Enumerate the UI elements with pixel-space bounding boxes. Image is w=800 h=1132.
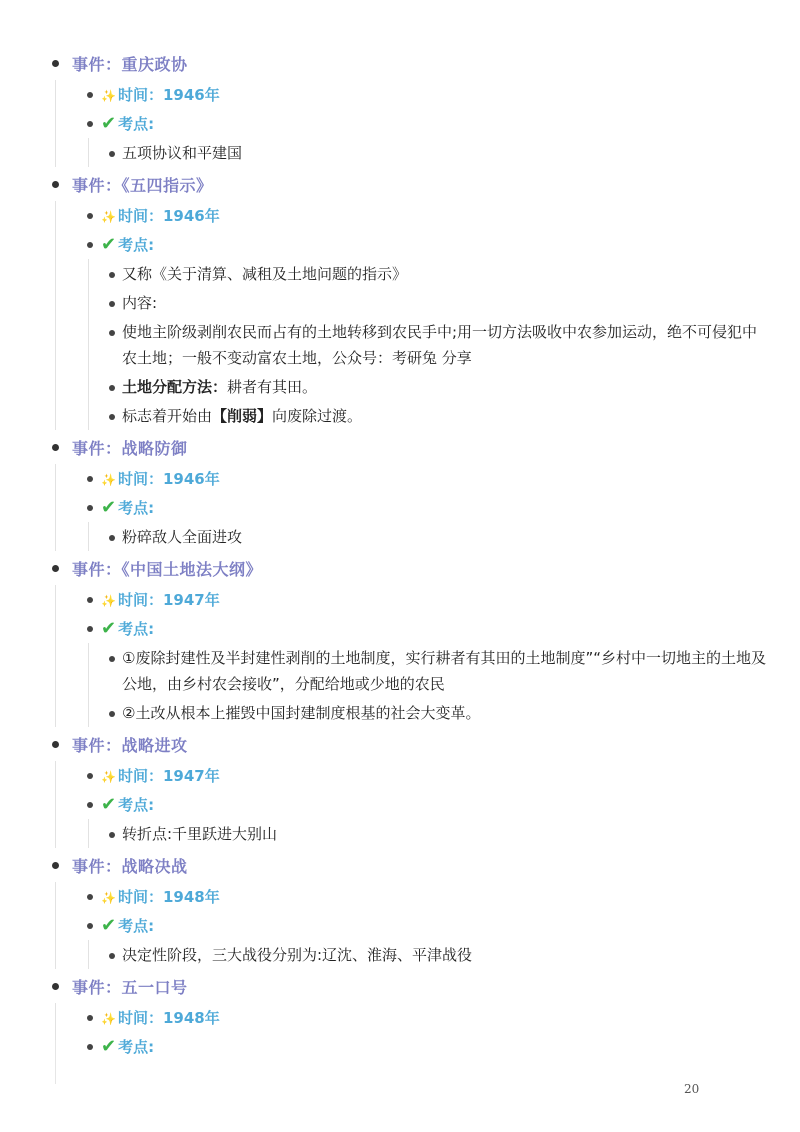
bullet-icon [87, 213, 93, 219]
point-bold-text: 土地分配方法： [122, 378, 228, 396]
point-text: ①废除封建性及半封建性剥削的土地制度，实行耕者有其田的土地制度”“乡村中一切地主的土地及公地，由乡村农会接收”，分配给地或少地的农民 [122, 649, 766, 693]
event-header [50, 551, 770, 585]
points-row [83, 911, 770, 940]
time-value: 1947年 [162, 767, 220, 785]
bullet-icon [87, 242, 93, 248]
bullet-icon [109, 656, 115, 662]
event-title [72, 733, 188, 756]
event-header [50, 167, 770, 201]
point-item [107, 317, 770, 372]
point-text: 标志着开始由 [122, 407, 213, 425]
point-item [107, 522, 770, 551]
event-title [72, 436, 188, 459]
points-label [101, 113, 154, 134]
checkmark-icon: ✔ [101, 1036, 117, 1057]
event-list [50, 46, 770, 1061]
event-item [50, 430, 770, 551]
sparkle-icon: ✨ [101, 891, 116, 905]
time-row [83, 1003, 770, 1032]
event-prefix: 事件： [72, 735, 122, 755]
points-label-text: 考点: [118, 917, 155, 935]
event-item [50, 551, 770, 727]
event-name: 《中国土地法大纲》 [121, 559, 263, 579]
bullet-icon [87, 894, 93, 900]
time-prefix: 时间： [117, 888, 163, 906]
point-text: 决定性阶段，三大战役分别为:辽沈、淮海、平津战役 [122, 946, 473, 964]
event-item [50, 969, 770, 1061]
event-item [50, 848, 770, 969]
bullet-icon [109, 330, 115, 336]
page-number: 20 [684, 1082, 700, 1096]
points-row [83, 230, 770, 259]
point-text: 耕者有其田。 [227, 378, 318, 396]
event-item [50, 167, 770, 430]
time-value: 1948年 [162, 888, 220, 906]
time-label [101, 84, 220, 105]
points-label [101, 1036, 154, 1057]
time-prefix: 时间： [117, 591, 163, 609]
time-prefix: 时间： [117, 207, 163, 225]
point-item [107, 819, 770, 848]
time-label [101, 765, 220, 786]
points-label-text: 考点: [118, 499, 155, 517]
event-title [72, 854, 188, 877]
time-value: 1946年 [162, 207, 220, 225]
time-label [101, 1007, 220, 1028]
event-details [55, 201, 770, 430]
points-label [101, 497, 154, 518]
points-label-text: 考点: [118, 115, 155, 133]
sparkle-icon: ✨ [101, 210, 116, 224]
sparkle-icon: ✨ [101, 594, 116, 608]
event-details [55, 1003, 770, 1061]
event-prefix: 事件： [72, 438, 122, 458]
time-prefix: 时间： [117, 470, 163, 488]
points-list [88, 940, 770, 969]
checkmark-icon: ✔ [101, 794, 117, 815]
event-name: 战略进攻 [121, 735, 188, 755]
points-row [83, 790, 770, 819]
point-text: 转折点:千里跃进大别山 [122, 825, 278, 843]
event-name: 重庆政协 [121, 54, 188, 74]
point-item [107, 643, 770, 698]
bullet-icon [52, 60, 59, 67]
bullet-icon [52, 983, 59, 990]
event-header [50, 727, 770, 761]
points-label [101, 234, 154, 255]
bullet-icon [52, 741, 59, 748]
point-text: ②土改从根本上摧毁中国封建制度根基的社会大变革。 [122, 704, 481, 722]
event-header [50, 430, 770, 464]
points-label [101, 618, 154, 639]
bullet-icon [109, 151, 115, 157]
time-row [83, 80, 770, 109]
bullet-icon [52, 565, 59, 572]
points-label [101, 915, 154, 936]
time-value: 1948年 [162, 1009, 220, 1027]
points-list [88, 522, 770, 551]
event-name: 战略决战 [121, 856, 188, 876]
event-prefix: 事件： [72, 977, 122, 997]
points-label-text: 考点: [118, 620, 155, 638]
point-bold-text: 【削弱】 [212, 407, 273, 425]
bullet-icon [87, 121, 93, 127]
points-list [88, 643, 770, 727]
bullet-icon [87, 773, 93, 779]
points-label-text: 考点: [118, 1038, 155, 1056]
points-list [88, 819, 770, 848]
time-row [83, 585, 770, 614]
event-header [50, 46, 770, 80]
checkmark-icon: ✔ [101, 618, 117, 639]
points-label [101, 794, 154, 815]
bullet-icon [52, 444, 59, 451]
points-list [88, 138, 770, 167]
time-row [83, 464, 770, 493]
event-details [55, 464, 770, 551]
event-details [55, 761, 770, 848]
event-details [55, 882, 770, 969]
point-text: 又称《关于清算、减租及土地问题的指示》 [122, 265, 408, 283]
checkmark-icon: ✔ [101, 915, 117, 936]
sparkle-icon: ✨ [101, 89, 116, 103]
point-text: 粉碎敌人全面进攻 [122, 528, 243, 546]
point-item [107, 288, 770, 317]
sparkle-icon: ✨ [101, 473, 116, 487]
point-item [107, 940, 770, 969]
bullet-icon [109, 385, 115, 391]
event-header [50, 848, 770, 882]
point-item [107, 372, 770, 401]
points-row [83, 493, 770, 522]
points-list [88, 259, 770, 430]
bullet-icon [87, 1044, 93, 1050]
time-value: 1946年 [162, 470, 220, 488]
point-item [107, 401, 770, 430]
point-text: 内容: [122, 294, 158, 312]
event-prefix: 事件： [72, 175, 122, 195]
time-label [101, 589, 220, 610]
points-label-text: 考点: [118, 796, 155, 814]
event-name: 战略防御 [121, 438, 188, 458]
sparkle-icon: ✨ [101, 1012, 116, 1026]
points-row [83, 109, 770, 138]
time-value: 1947年 [162, 591, 220, 609]
bullet-icon [87, 626, 93, 632]
point-item [107, 259, 770, 288]
event-item [50, 727, 770, 848]
outline-guide-line [55, 1040, 56, 1084]
time-row [83, 761, 770, 790]
event-prefix: 事件： [72, 559, 122, 579]
points-row [83, 614, 770, 643]
bullet-icon [109, 535, 115, 541]
event-prefix: 事件： [72, 54, 122, 74]
time-label [101, 205, 220, 226]
time-row [83, 882, 770, 911]
event-details [55, 585, 770, 727]
bullet-icon [87, 476, 93, 482]
checkmark-icon: ✔ [101, 497, 117, 518]
bullet-icon [109, 414, 115, 420]
event-title [72, 173, 213, 196]
event-prefix: 事件： [72, 856, 122, 876]
time-label [101, 886, 220, 907]
time-prefix: 时间： [117, 86, 163, 104]
time-prefix: 时间： [117, 767, 163, 785]
bullet-icon [87, 1015, 93, 1021]
bullet-icon [109, 301, 115, 307]
bullet-icon [87, 505, 93, 511]
points-label-text: 考点: [118, 236, 155, 254]
checkmark-icon: ✔ [101, 113, 117, 134]
event-details [55, 80, 770, 167]
bullet-icon [87, 597, 93, 603]
event-title [72, 975, 188, 998]
time-row [83, 201, 770, 230]
bullet-icon [109, 272, 115, 278]
event-name: 五一口号 [121, 977, 188, 997]
sparkle-icon: ✨ [101, 770, 116, 784]
bullet-icon [87, 923, 93, 929]
event-header [50, 969, 770, 1003]
bullet-icon [87, 92, 93, 98]
event-title [72, 52, 188, 75]
bullet-icon [52, 862, 59, 869]
point-text: 向废除过渡。 [272, 407, 363, 425]
event-item [50, 46, 770, 167]
bullet-icon [87, 802, 93, 808]
bullet-icon [109, 953, 115, 959]
time-value: 1946年 [162, 86, 220, 104]
bullet-icon [109, 832, 115, 838]
time-prefix: 时间： [117, 1009, 163, 1027]
bullet-icon [52, 181, 59, 188]
points-row [83, 1032, 770, 1061]
point-text: 五项协议和平建国 [122, 144, 243, 162]
point-item [107, 698, 770, 727]
event-title [72, 557, 262, 580]
point-item [107, 138, 770, 167]
bullet-icon [109, 711, 115, 717]
point-text: 使地主阶级剥削农民而占有的土地转移到农民手中;用一切方法吸收中农参加运动，绝不可侵犯中农土地；一般不变动富农土地，公众号：考研兔 分享 [122, 323, 758, 367]
time-label [101, 468, 220, 489]
checkmark-icon: ✔ [101, 234, 117, 255]
event-name: 《五四指示》 [121, 175, 213, 195]
